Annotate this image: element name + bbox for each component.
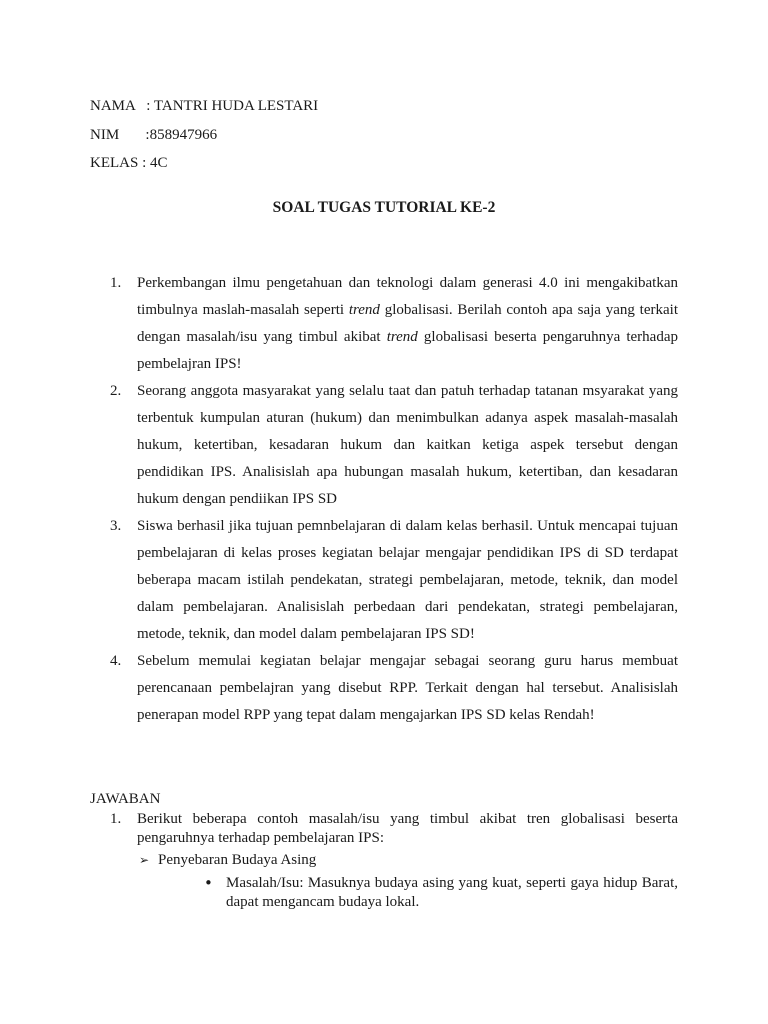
student-info: [90, 92, 318, 178]
question-number: 2.: [110, 383, 122, 399]
question-text: Seorang anggota masyarakat yang selalu taat dan patuh terhadap tatanan msyarakat yang terbentuk kumpulan aturan (hukum) dan menimbulkan adanya aspek masalah-masalah hukum, ketertiban, kesadaran hukum dan kaitkan ketiga aspek tersebut dengan pendidikan IPS. Analisislah apa hubungan masalah hukum, ketertiban, dan kesadaran hukum dengan pendiikan IPS SD: [137, 383, 678, 507]
question-list: [110, 270, 678, 729]
bullet-dot-icon: •: [204, 874, 213, 892]
answer-number: 1.: [110, 811, 122, 827]
question-number: 4.: [110, 653, 122, 669]
answer-bullet: [202, 874, 678, 912]
answer-item-1: [110, 810, 678, 848]
arrow-bullet-icon: ➢: [139, 853, 150, 867]
question-number: 1.: [110, 275, 122, 291]
italic-term: trend: [348, 302, 380, 318]
answer-subitem: [137, 851, 678, 870]
question-item-3: [110, 513, 678, 648]
subitem-text: Penyebaran Budaya Asing: [158, 852, 317, 868]
italic-term: trend: [386, 329, 418, 345]
bullet-text: Masalah/Isu: Masuknya budaya asing yang kuat, seperti gaya hidup Barat, dapat mengancam budaya lokal.: [226, 875, 678, 910]
student-nim: NIM :858947966: [90, 126, 218, 143]
answer-text: Berikut beberapa contoh masalah/isu yang timbul akibat tren globalisasi beserta pengaruhnya terhadap pembelajaran IPS:: [137, 811, 678, 846]
question-text: Perkembangan ilmu pengetahuan dan teknologi dalam generasi 4.0 ini mengakibatkan timbulnya maslah-masalah seperti trend globalisasi. Berilah contoh apa saja yang terkait dengan masalah/isu yang timbul akibat trend globalisasi beserta pengaruhnya terhadap pembelajran IPS!: [137, 275, 678, 372]
question-item-4: [110, 648, 678, 729]
question-text: Siswa berhasil jika tujuan pemnbelajaran di dalam kelas berhasil. Untuk mencapai tujuan pembelajaran di kelas proses kegiatan belajar mengajar pendidikan IPS di SD terdapat beberapa macam istilah pendekatan, strategi pembelajaran, metode, teknik, dan model dalam pembelajaran. Analisislah perbedaan dari pendekatan, strategi pembelajaran, metode, teknik, dan model dalam pembelajaran IPS SD!: [137, 518, 678, 642]
answer-heading: JAWABAN: [90, 791, 161, 807]
question-item-1: [110, 270, 678, 378]
question-number: 3.: [110, 518, 122, 534]
answer-list: [110, 810, 678, 912]
student-class: KELAS : 4C: [90, 155, 168, 171]
student-name: NAMA : TANTRI HUDA LESTARI: [90, 98, 319, 114]
page-title: SOAL TUGAS TUTORIAL KE-2: [272, 199, 496, 216]
question-text: Sebelum memulai kegiatan belajar mengajar sebagai seorang guru harus membuat perencanaan pembelajran yang disebut RPP. Terkait dengan hal tersebut. Analisislah penerapan model RPP yang tepat dalam mengajarkan IPS SD kelas Rendah!: [137, 653, 678, 723]
question-item-2: [110, 378, 678, 513]
